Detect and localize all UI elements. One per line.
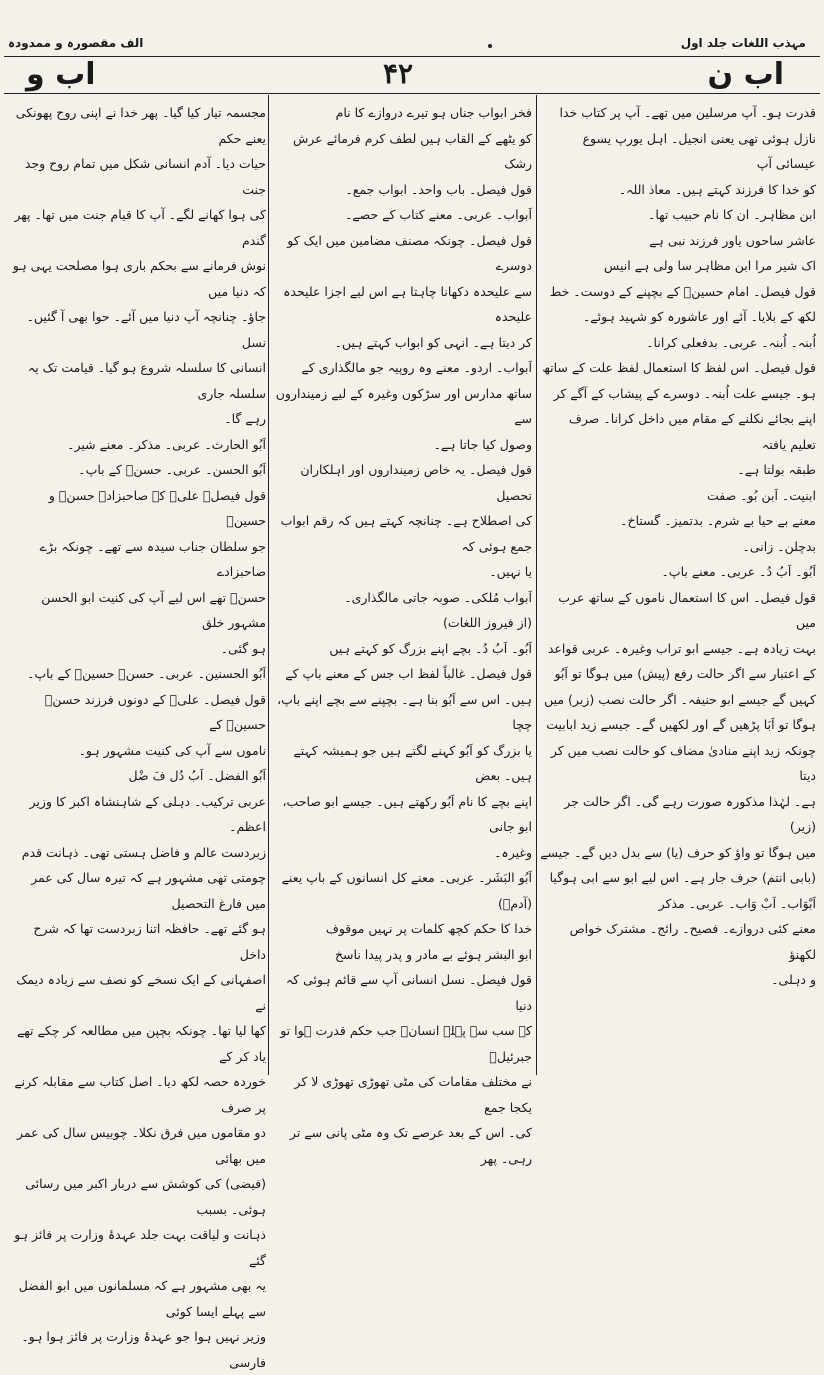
text-line: طبقہ بولتا ہے۔ — [737, 462, 816, 477]
text-line: ابنیت۔ اَبن بُو۔ صفت — [707, 487, 816, 503]
text-line: یہ بھی مشہور ہے کہ مسلمانوں میں ابو الفضل سے پہلے ایسا کوئی — [18, 1278, 266, 1319]
text-line: کی ہوا کھانے لگے۔ آپ کا قیام جنت میں تھا۔ پھر گندم — [14, 207, 266, 248]
text-line: وصول کیا جاتا ہے۔ — [433, 436, 532, 452]
text-line: کر دیتا ہے۔ انہی کو ابواب کہتے ہیں۔ — [334, 334, 532, 350]
text-line: نوش فرمانے سے بحکم باری ہوا مصلحت یہی ہو کہ دنیا میں — [12, 258, 266, 299]
header-dot — [488, 44, 492, 48]
text-line: معنے کئی دروازے۔ فصیح۔ رائج۔ مشترک خواص لکھنؤ — [569, 921, 816, 962]
text-line: اَبواب۔ عربی۔ معنے کتاب کے حصے۔ — [344, 207, 532, 222]
text-line: اَبُو۔ اَبُ دُ۔ عربی۔ معنے باپ۔ — [661, 564, 816, 579]
text-line: چومتی تھی مشہور ہے کہ تیرہ سال کی عمر میں فارغ التحصیل — [31, 870, 266, 911]
text-line: فخر ابواب جناں ہو تیرے دروازے کا نام — [335, 105, 532, 120]
text-line: اَبْوَاب۔ اَبْ وَاب۔ عربی۔ مذکر — [658, 895, 816, 911]
text-line: خدا کا حکم کچھ کلمات پر نہیں موقوف — [325, 921, 532, 936]
text-line: نے مختلف مقامات کی مٹی تھوڑی تھوڑی لا کر یکجا جمع — [294, 1074, 532, 1115]
text-line: مجسمہ تیار کیا گیا۔ پھر خدا نے اپنی روح پھونکی یعنے حکم — [15, 105, 266, 146]
text-line: قول فیصل۔ اس لفظ کا استعمال لفظ علت کے ساتھ — [542, 360, 816, 375]
header-rule — [4, 93, 820, 94]
header-guide-left: اب و — [26, 57, 96, 92]
text-line: عاشر ساحوں یاور فرزند نبی ہے — [649, 232, 816, 248]
text-line: ہو گئی۔ — [220, 640, 266, 656]
text-line: اَبُو۔ اَبُ دُ۔ بچے اپنے بزرگ کو کہتے ہیں — [329, 640, 532, 656]
page-header — [0, 57, 824, 93]
text-line: خوردہ حصہ لکھ دیا۔ اصل کتاب سے مقابلہ کرنے پر صرف — [14, 1074, 266, 1115]
text-line: ابو البشر ہوئے بے مادر و پدر پیدا ناسخ — [334, 946, 532, 962]
text-line: جو سلطان جناب سیدہ سے تھے۔ چونکہ بڑے صاحبزادے — [39, 538, 266, 579]
text-line: یا بزرگ کو اَبُو کہنے لگتے ہیں جو ہمیشہ کہتے ہیں۔ بعض — [293, 742, 532, 783]
text-line: اَبُو الفضل۔ اَبُ دُل فَ ضْل — [128, 768, 266, 783]
text-line: اَبُو الحارث۔ عربی۔ مذکر۔ معنے شیر۔ — [67, 436, 266, 452]
text-line: قول فیصل۔ نسل انسانی آپ سے قائم ہوئی کہ دنیا — [285, 972, 532, 1013]
column-divider-left — [268, 95, 269, 1075]
text-line: حیات دیا۔ آدم انسانی شکل میں تمام روح وجد جنت — [24, 156, 266, 197]
text-line: کو یٹھے کے القاب ہیں لطف کرم فرمائے عرش رشک — [293, 130, 532, 171]
text-line: قول فیصل۔ غالباً لفظ اب جس کے معنے باپ کے — [285, 666, 532, 681]
text-line: کے سب سے پہلے انسان۔ جب حکم قدرت ہوا تو جبرئیلؑ — [280, 1023, 532, 1064]
text-line: حسنؑ تھے اس لیے آپ کی کنیت ابو الحسن مشہور خلق — [41, 589, 266, 630]
text-line: زبردست عالم و فاضل ہستی تھی۔ ذہانت قدم — [21, 844, 266, 860]
text-line: معنے بے حیا بے شرم۔ بدتمیز۔ گستاخ۔ — [620, 513, 816, 528]
running-header — [0, 36, 824, 56]
page-number: ۴۲ — [383, 57, 414, 90]
text-line: ہے۔ لہٰذا مذکورہ صورت رہے گی۔ اگر حالت جر (زیر) — [564, 793, 816, 834]
text-line: اَبواب۔ اردو۔ معنے وہ روپیہ جو مالگذاری کے — [301, 360, 532, 375]
text-line: ابن مظاہر۔ ان کا نام حبیب تھا۔ — [648, 207, 816, 222]
text-line: ہو۔ جیسے علت اُبنہ۔ دوسرے کے پیشاب کے آگے کر — [553, 385, 816, 401]
section-title: الف مقصورہ و ممدودہ — [8, 36, 144, 50]
text-line: قول فیصل۔ اس کا استعمال ناموں کے ساتھ عرب میں — [558, 589, 816, 630]
left-column — [10, 100, 266, 1375]
text-line: وغیرہ۔ — [494, 844, 532, 860]
text-line: قول فیصل۔ علیؑ کے صاحبزادے حسنؑ و حسینؑ — [48, 487, 266, 528]
text-line: ہوگا تو اَبَا پڑھیں گے اور لکھیں گے۔ جیسے زید ابابیت — [546, 717, 816, 732]
text-line: وزیر نہیں ہوا جو عہدۂ وزارت پر فائز ہوا ہو۔ فارسی — [21, 1329, 266, 1370]
text-line: کی اصطلاح ہے۔ چنانچہ کہتے ہیں کہ رقم ابواب جمع ہوئی کہ — [280, 513, 532, 554]
text-line: اَبُو الحسن۔ عربی۔ حسنؑ کے باپ۔ — [78, 462, 266, 477]
text-line: (آدمؑ) — [497, 895, 532, 911]
text-line: ہیں۔ اس سے اَبُو بنا ہے۔ بچپنے سے بچے اپنے باپ، چچا — [277, 691, 532, 732]
text-line: دو مقاموں میں فرق نکلا۔ چوبیس سال کی عمر میں بھائی — [17, 1125, 266, 1166]
text-line: اپنے بجائے نکلنے کے مقام میں داخل کرانا۔ صرف تعلیم یافتہ — [568, 411, 816, 452]
text-line: قدرت ہو۔ آپ مرسلین میں تھے۔ آپ پر کتاب خدا — [559, 105, 816, 120]
text-line: کہیں گے جیسے ابو حنیفہ۔ اگر حالت نصب (زبر) میں — [544, 691, 816, 707]
column-divider-right — [536, 95, 537, 1075]
text-line: عربی ترکیب۔ دہلی کے شاہنشاہ اکبر کا وزیر اعظم۔ — [29, 793, 266, 834]
text-line: قول فیصل۔ علیؑ کے دونوں فرزند حسنؑ حسینؑ کے — [44, 691, 266, 732]
middle-column — [272, 100, 532, 1171]
text-line: اُبنہ۔ اُبنہ۔ عربی۔ بدفعلی کرانا۔ — [646, 334, 816, 350]
text-line: اَبُو الحسنین۔ عربی۔ حسنؑ حسینؑ کے باپ۔ — [27, 666, 266, 681]
text-line: کھا لیا تھا۔ چونکہ بچپن میں مطالعہ کر چکے تھے یاد کر کے — [16, 1023, 266, 1064]
text-line: اک شیر مرا ابن مظاہر سا ولی ہے انیس — [604, 258, 816, 273]
text-line: اَبُو البَشَر۔ عربی۔ معنے کل انسانوں کے باپ یعنے — [281, 870, 532, 885]
text-line: چونکہ زید اپنے منادیٰ مضاف کو حالت نصب میں کر دیتا — [550, 742, 816, 783]
text-line: ذہانت و لیاقت بہت جلد عہدۂ وزارت پر فائز ہو گئے — [14, 1227, 266, 1268]
text-line: سے علیحدہ دکھانا چاہتا ہے اس لیے اجزا علیحدہ علیحدہ — [283, 283, 532, 324]
book-title: مہذب اللغات جلد اول — [680, 36, 806, 50]
text-line: ناموں سے آپ کی کنیت مشہور ہو۔ — [78, 742, 266, 758]
text-line: اصفہانی کے ایک نسخے کو نصف سے زیادہ دیمک نے — [16, 972, 266, 1013]
text-line: رہے گا۔ — [224, 411, 266, 426]
text-line: جاؤ۔ چنانچہ آپ دنیا میں آئے۔ حوا بھی آ گئیں۔ نسل — [26, 309, 266, 350]
text-line: (از فیروز اللغات) — [443, 615, 532, 630]
text-line: لکھ کے بلایا۔ آئے اور عاشورہ کو شہید ہوئے۔ — [582, 309, 816, 324]
text-line: اَبواب مُلکی۔ صوبہ جاتی مالگذاری۔ — [344, 589, 532, 605]
text-line: یا نہیں۔ — [489, 564, 532, 579]
text-line: ساتھ مدارس اور سڑکوں وغیرہ کے لیے زمینداروں سے — [275, 385, 532, 426]
text-line: قول فیصل۔ امام حسینؑ کے بچپنے کے دوست۔ خط — [549, 283, 816, 299]
text-line: قول فیصل۔ یہ خاص زمینداروں اور اہلکاران تحصیل — [300, 462, 532, 503]
text-line: و دہلی۔ — [771, 972, 816, 987]
text-line: کے اعتبار سے اگر حالت رفع (پیش) میں ہوگا تو اَبُو — [554, 666, 816, 681]
text-line: قول فیصل۔ چونکہ مصنف مضامین میں ایک کو دوسرے — [287, 232, 532, 273]
header-guide-right: اب ن — [707, 57, 784, 92]
text-line: (بابی انتم) حرف جار ہے۔ اس لیے ابو سے ابی ہوگیا — [549, 870, 816, 885]
right-column — [540, 100, 816, 993]
text-line: کو خدا کا فرزند کہتے ہیں۔ معاذ اللہ۔ — [618, 181, 816, 197]
text-line: بدچلن۔ زانی۔ — [742, 538, 816, 554]
text-line: اپنے بچے کا نام اَبُو رکھتے ہیں۔ جیسے ابو صاحب، ابو جانی — [282, 793, 532, 834]
text-line: قول فیصل۔ باب واحد۔ ابواب جمع۔ — [345, 181, 532, 197]
text-line: ہو گئے تھے۔ حافظہ اتنا زبردست تھا کہ شرح داخل — [33, 921, 266, 962]
text-line: کی۔ اس کے بعد عرصے تک وہ مٹی پانی سے تر رہی۔ پھر — [289, 1125, 532, 1166]
text-line: انسانی کا سلسلہ شروع ہو گیا۔ قیامت تک یہ سلسلہ جاری — [27, 360, 266, 401]
text-line: میں ہوگا تو واؤ کو حرف (یا) سے بدل دیں گے۔ جیسے — [540, 844, 816, 860]
text-line: نازل ہوئی تھی یعنی انجیل۔ اہل یورپ یسوع عیسائی آپ — [582, 130, 816, 171]
text-line: بہت زیادہ ہے۔ جیسے ابو تراب وغیرہ۔ عربی قواعد — [547, 640, 816, 656]
text-line: (فیضی) کی کوشش سے دربار اکبر میں رسائی ہوئی۔ بسبب — [25, 1176, 266, 1217]
